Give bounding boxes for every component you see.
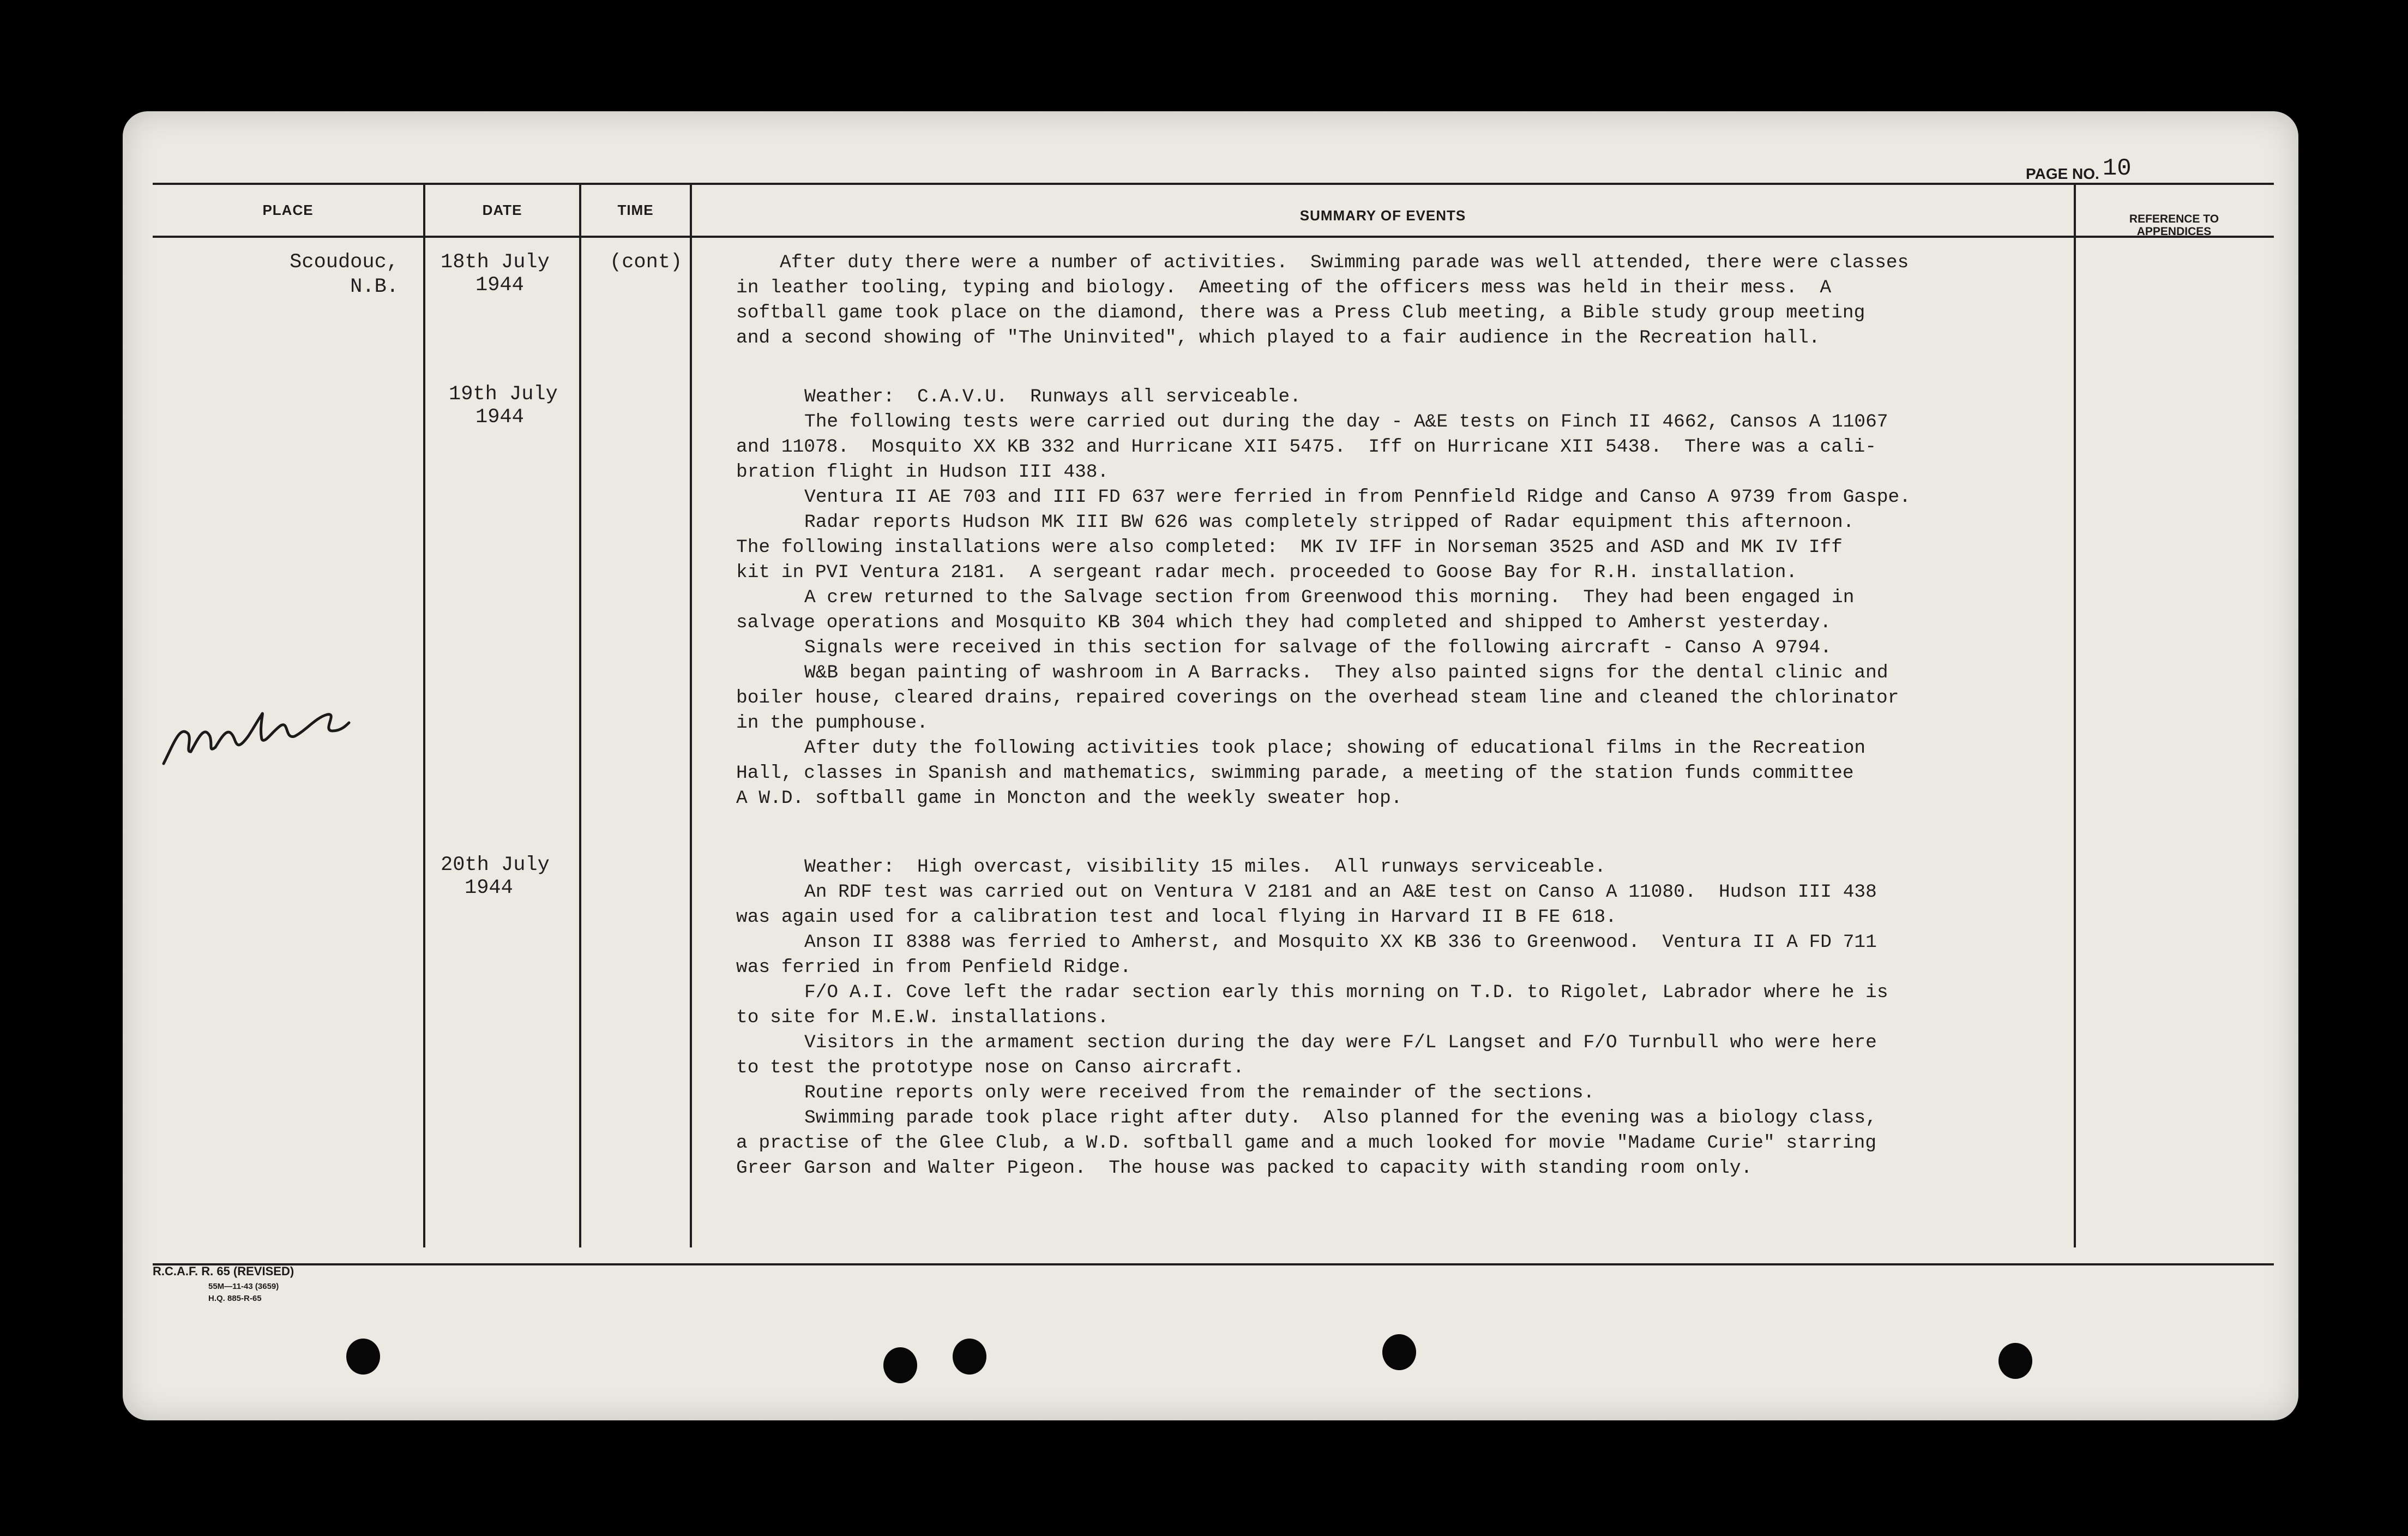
date-20-line1: 20th July (441, 854, 550, 877)
summary-line: A crew returned to the Salvage section from Greenwood this morning. They had been engaged in (804, 587, 1855, 608)
summary-line: and 11078. Mosquito XX KB 332 and Hurricane XII 5475. Iff on Hurricane XII 5438. There was a cali- (736, 436, 1877, 458)
page-number-label: PAGE NO. (2026, 165, 2099, 182)
punch-hole (953, 1339, 986, 1375)
punch-hole (883, 1347, 917, 1383)
column-divider-date-time (579, 183, 581, 1247)
summary-line: salvage operations and Mosquito KB 304 which they had completed and shipped to Amherst yesterday. (736, 612, 1832, 633)
summary-line: Weather: C.A.V.U. Runways all serviceable. (804, 386, 1301, 407)
date-19-line2: 1944 (475, 406, 524, 429)
date-19-line1: 19th July (449, 383, 558, 406)
summary-line: to test the prototype nose on Canso aircraft. (736, 1057, 1244, 1078)
summary-line: in leather tooling, typing and biology. Ameeting of the officers mess was held in their mess. A (736, 277, 1832, 298)
header-top-rule (153, 183, 2274, 185)
summary-line: Swimming parade took place right after duty. Also planned for the evening was a biology class, (804, 1107, 1877, 1129)
summary-line: was again used for a calibration test and local flying in Harvard II B FE 618. (736, 907, 1617, 928)
summary-line: Visitors in the armament section during the day were F/L Langset and F/O Turnbull who were here (804, 1032, 1877, 1053)
handwritten-initials-signature (158, 693, 354, 775)
summary-line: The following tests were carried out during the day - A&E tests on Finch II 4662, Cansos A 11067 (804, 411, 1888, 433)
form-print-code: 55M—11-43 (3659) (208, 1282, 279, 1291)
header-time: TIME (617, 202, 654, 218)
summary-line: Weather: High overcast, visibility 15 miles. All runways serviceable. (804, 856, 1606, 878)
place-line2: N.B. (350, 275, 399, 298)
summary-line: Ventura II AE 703 and III FD 637 were ferried in from Pennfield Ridge and Canso A 9739 from Gaspe. (804, 487, 1911, 508)
table-bottom-rule (153, 1263, 2274, 1265)
summary-line: W&B began painting of washroom in A Barracks. They also painted signs for the dental clinic and (804, 662, 1888, 683)
summary-line: softball game took place on the diamond, there was a Press Club meeting, a Bible study group meeting (736, 302, 1865, 323)
summary-line: Radar reports Hudson MK III BW 626 was completely stripped of Radar equipment this afternoon. (804, 512, 1855, 533)
punch-hole (1998, 1343, 2032, 1379)
page-number-value: 10 (2102, 155, 2132, 182)
summary-line: The following installations were also completed: MK IV IFF in Norseman 3525 and ASD and MK IV Iff (736, 537, 1843, 558)
summary-line: Signals were received in this section for salvage of the following aircraft - Canso A 9794. (804, 637, 1832, 658)
summary-line: Anson II 8388 was ferried to Amherst, and Mosquito XX KB 336 to Greenwood. Ventura II A FD 711 (804, 932, 1877, 953)
date-18-line2: 1944 (475, 274, 524, 297)
column-divider-time-summary (690, 183, 692, 1247)
summary-line: An RDF test was carried out on Ventura V 2181 and an A&E test on Canso A 11080. Hudson III 438 (804, 881, 1877, 903)
summary-line: Greer Garson and Walter Pigeon. The house was packed to capacity with standing room only. (736, 1157, 1753, 1179)
header-reference-line2: APPENDICES (2136, 225, 2212, 238)
column-divider-summary-reference (2074, 183, 2076, 1247)
summary-line: Routine reports only were received from the remainder of the sections. (804, 1082, 1595, 1103)
summary-line: in the pumphouse. (736, 712, 928, 734)
column-divider-place-date (423, 183, 425, 1247)
punch-hole (1382, 1334, 1416, 1370)
header-place: PLACE (262, 202, 314, 218)
date-18-line1: 18th July (441, 251, 550, 274)
summary-line: A W.D. softball game in Moncton and the weekly sweater hop. (736, 788, 1402, 809)
summary-line: F/O A.I. Cove left the radar section early this morning on T.D. to Rigolet, Labrador where he is (804, 982, 1888, 1003)
header-reference-line1: REFERENCE TO (2129, 213, 2219, 225)
header-bottom-rule (153, 236, 2274, 238)
header-reference (2084, 213, 2264, 238)
date-20-line2: 1944 (465, 877, 513, 899)
header-date: DATE (482, 202, 522, 218)
summary-line: a practise of the Glee Club, a W.D. softball game and a much looked for movie "Madame Curie" starring (736, 1132, 1877, 1154)
summary-line: After duty the following activities took place; showing of educational films in the Recreation (804, 737, 1866, 759)
summary-line: and a second showing of "The Uninvited", which played to a fair audience in the Recreation hall. (736, 327, 1820, 349)
form-number: R.C.A.F. R. 65 (REVISED) (153, 1264, 294, 1278)
summary-line: to site for M.E.W. installations. (736, 1007, 1109, 1028)
summary-line: boiler house, cleared drains, repaired coverings on the overhead steam line and cleaned the chlorinator (736, 687, 1899, 709)
summary-line: After duty there were a number of activities. Swimming parade was well attended, there were classes (780, 252, 1909, 273)
punch-hole (346, 1339, 380, 1375)
summary-line: Hall, classes in Spanish and mathematics, swimming parade, a meeting of the station funds committee (736, 763, 1854, 784)
summary-line: was ferried in from Penfield Ridge. (736, 957, 1131, 978)
header-summary: SUMMARY OF EVENTS (1299, 207, 1466, 224)
form-hq-code: H.Q. 885-R-65 (208, 1294, 262, 1303)
summary-line: kit in PVI Ventura 2181. A sergeant radar mech. proceeded to Goose Bay for R.H. installation. (736, 562, 1798, 583)
time-value: (cont) (610, 251, 683, 274)
place-line1: Scoudouc, (290, 251, 399, 274)
summary-line: bration flight in Hudson III 438. (736, 461, 1109, 483)
